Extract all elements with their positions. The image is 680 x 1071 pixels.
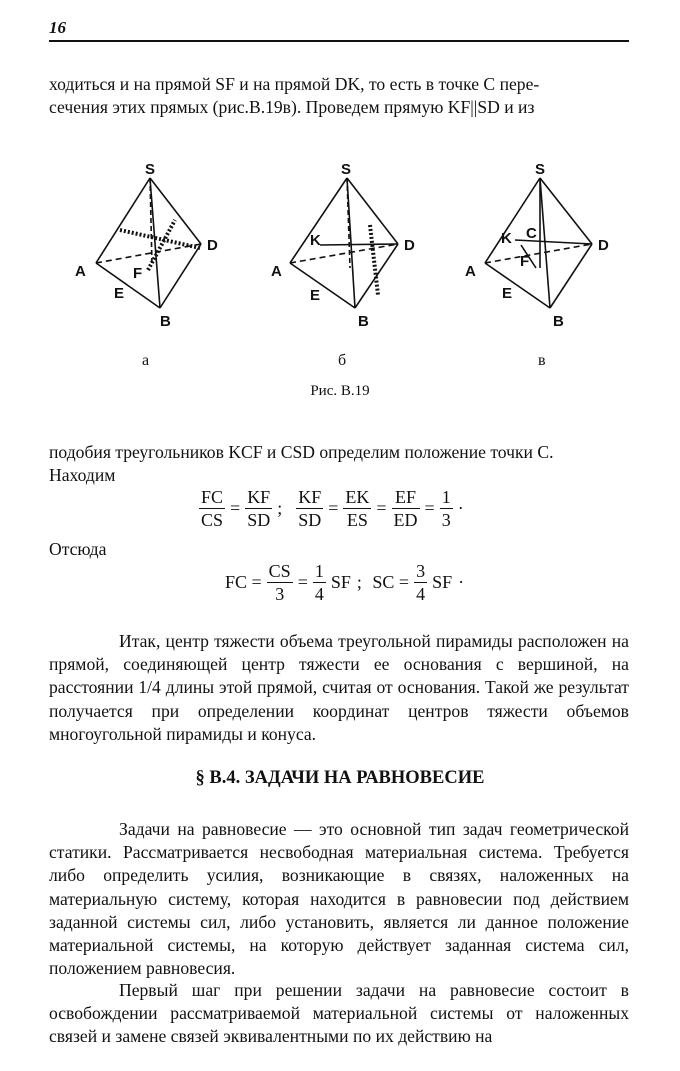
eq: = (297, 572, 308, 592)
num: EK (345, 487, 370, 507)
den: SD (298, 510, 322, 530)
num: 1 (314, 561, 324, 581)
num: KF (298, 487, 322, 507)
frac-fc-cs (199, 486, 225, 531)
den: ED (393, 510, 418, 530)
label-b-b: B (358, 313, 369, 330)
dot: · (457, 498, 464, 518)
paragraph-2-line-1: подобия треугольников KCF и CSD определим положение точки C. (49, 442, 554, 462)
paragraph-5: Первый шаг при решении задачи на равновесие состоит в освобождении рассматриваемой материальной системы от наложенных связей и замене связей эквивалентными по их действию на (49, 980, 629, 1047)
label-s-v: S (535, 161, 546, 178)
den: 3 (275, 584, 285, 604)
label-f-a: F (133, 265, 143, 282)
num: KF (247, 487, 271, 507)
num: 3 (416, 561, 426, 581)
frac-cs-3 (267, 560, 293, 605)
label-s-b: S (341, 161, 352, 178)
num: EF (392, 486, 420, 509)
frac-1-3 (440, 486, 453, 531)
label-d-b: D (404, 237, 415, 254)
figure-a (96, 178, 201, 308)
den: 4 (416, 584, 426, 604)
formula-result (222, 560, 467, 605)
eq: = (424, 498, 435, 518)
label-k-b: K (310, 232, 321, 249)
figure-b (290, 178, 398, 308)
formula-ratios (197, 486, 467, 531)
header-rule (49, 40, 629, 42)
figure-caption: Рис. В.19 (310, 383, 370, 399)
label-f-v: F (520, 253, 530, 270)
figure-sublabel-a: а (142, 352, 150, 369)
num: CS (268, 561, 291, 581)
frac-kf-sd (245, 486, 272, 531)
label-a-a: A (75, 263, 86, 280)
label-d-a: D (207, 237, 218, 254)
label-a-v: A (465, 263, 476, 280)
num: FC (201, 487, 224, 507)
label-c-v: C (526, 225, 537, 242)
pyramid-figures (0, 150, 680, 380)
num: 1 (441, 487, 451, 507)
separator: ; (277, 498, 283, 518)
eq: = (230, 498, 241, 518)
paragraph-1-line-1: ходиться и на прямой SF и на прямой DK, то есть в точке C пере- (49, 74, 540, 94)
lhs-fc: FC = (225, 572, 262, 592)
lhs-sc: SC = (372, 572, 410, 592)
sf: SF (330, 572, 351, 592)
dot: · (458, 572, 465, 592)
figure-sublabel-v: в (538, 352, 546, 369)
den: ES (346, 510, 368, 530)
paragraph-3: Итак, центр тяжести объема треугольной пирамиды расположен на прямой, соединяющей центр тяжести ее основания с вершиной, на расстоянии 1/4 длины этой прямой, считая от основания. Такой же результат получается при определении координат центров тяжести объемов многоугольной пирамиды и конуса. (49, 631, 629, 744)
label-e-a: E (114, 285, 125, 302)
den: SD (247, 510, 271, 530)
den: 3 (441, 510, 451, 530)
label-e-b: E (310, 287, 321, 304)
otsyuda-label: Отсюда (49, 539, 107, 559)
label-s-a: S (145, 161, 156, 178)
den: CS (201, 510, 224, 530)
frac-ek-es (343, 486, 371, 531)
frac-3-4 (414, 560, 427, 605)
label-d-v: D (598, 237, 609, 254)
eq: = (376, 498, 387, 518)
den: 4 (314, 584, 324, 604)
label-b-v: B (553, 313, 564, 330)
paragraph-4: Задачи на равновесие — это основной тип задач геометрической статики. Рассматривается несвободная материальная система. Требуется либо определить усилия, возникающие в связях, наложенных на материальную систему, которая находится в равновесии под действием заданной системы сил, либо установить, является ли данное положение материальной системы, на которую действует заданная система сил, положением равновесия. (49, 819, 629, 979)
paragraph-2-line-2: Находим (49, 465, 116, 485)
label-e-v: E (502, 285, 513, 302)
label-a-b: A (271, 263, 282, 280)
label-k-v: K (501, 230, 512, 247)
frac-ef-ed (392, 486, 420, 531)
frac-kf-sd-2 (296, 486, 323, 531)
paragraph-1-line-2: сечения этих прямых (рис.В.19в). Проведем прямую KF||SD и из (49, 97, 535, 117)
figure-sublabel-b: б (338, 352, 347, 369)
separator: ; (356, 572, 362, 592)
frac-1-4 (313, 560, 326, 605)
sf-b: SF (432, 572, 453, 592)
eq: = (328, 498, 339, 518)
page-number: 16 (49, 18, 66, 37)
section-heading: § В.4. ЗАДАЧИ НА РАВНОВЕСИЕ (195, 768, 485, 788)
label-b-a: B (160, 313, 171, 330)
